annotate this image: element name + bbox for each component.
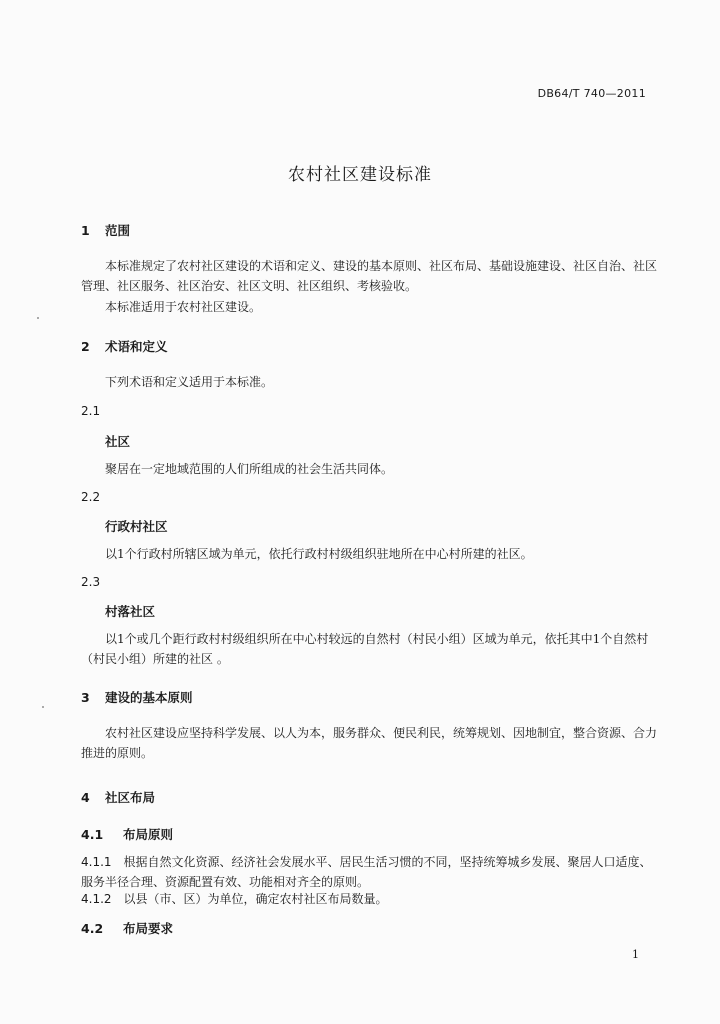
- section-title: 范围: [105, 223, 131, 238]
- subsection-4-1-heading: [81, 825, 173, 843]
- section-title: 社区布局: [105, 790, 156, 805]
- term-heading: 社区: [105, 434, 131, 449]
- section-3-paragraph: 农村社区建设应坚持科学发展、以人为本，服务群众、便民利民，统筹规划、因地制宜，整合资源、合力推进的原则。: [81, 726, 658, 760]
- section-number: 3: [81, 690, 90, 705]
- scan-speck: [42, 706, 44, 708]
- section-number: 2: [81, 339, 90, 354]
- clause-text: 根据自然文化资源、经济社会发展水平、居民生活习惯的不同，坚持统筹城乡发展、聚居人口适度、服务半径合理、资源配置有效、功能相对齐全的原则。: [81, 855, 652, 889]
- section-number: 1: [81, 223, 90, 238]
- subsection-title: 布局要求: [123, 921, 174, 936]
- section-3-heading: [81, 688, 193, 706]
- section-2-heading: [81, 337, 168, 355]
- clause-number: 2.3: [81, 575, 101, 589]
- section-1-paragraph-1: 本标准规定了农村社区建设的术语和定义、建设的基本原则、社区布局、基础设施建设、社区自治、社区管理、社区服务、社区治安、社区文明、社区组织、考核验收。: [81, 259, 658, 293]
- section-number: 4: [81, 790, 90, 805]
- section-1-heading: [81, 221, 130, 239]
- subsection-number: 4.2: [81, 921, 104, 936]
- clause-number: 2.1: [81, 404, 101, 418]
- document-title: 农村社区建设标准: [288, 165, 432, 185]
- section-2-intro: 下列术语和定义适用于本标准。: [105, 375, 274, 389]
- section-4-heading: [81, 788, 155, 806]
- clause-number: 4.1.2: [81, 892, 112, 906]
- term-definition: 聚居在一定地域范围的人们所组成的社会生活共同体。: [105, 462, 394, 476]
- term-definition: 以1个或几个距行政村村级组织所在中心村较远的自然村（村民小组）区域为单元，依托其中1个自然村（村民小组）所建的社区 。: [81, 632, 649, 666]
- section-title: 建设的基本原则: [105, 690, 193, 705]
- clause-4-1-1: [81, 852, 661, 892]
- clause-4-1-2: [81, 889, 661, 909]
- section-title: 术语和定义: [105, 339, 168, 354]
- subsection-number: 4.1: [81, 827, 104, 842]
- term-heading: 村落社区: [105, 604, 156, 619]
- subsection-title: 布局原则: [123, 827, 174, 842]
- term-definition: 以1个行政村所辖区域为单元，依托行政村村级组织驻地所在中心村所建的社区。: [105, 547, 533, 561]
- scan-speck: [37, 317, 39, 319]
- clause-text: 以县（市、区）为单位，确定农村社区布局数量。: [123, 892, 388, 906]
- term-heading: 行政村社区: [105, 519, 168, 534]
- page-number: 1: [632, 948, 639, 961]
- subsection-4-2-heading: [81, 919, 173, 937]
- standard-code: DB64/T 740—2011: [537, 87, 646, 100]
- clause-number: 2.2: [81, 490, 101, 504]
- clause-number: 4.1.1: [81, 855, 112, 869]
- section-1-paragraph-2: 本标准适用于农村社区建设。: [105, 300, 262, 314]
